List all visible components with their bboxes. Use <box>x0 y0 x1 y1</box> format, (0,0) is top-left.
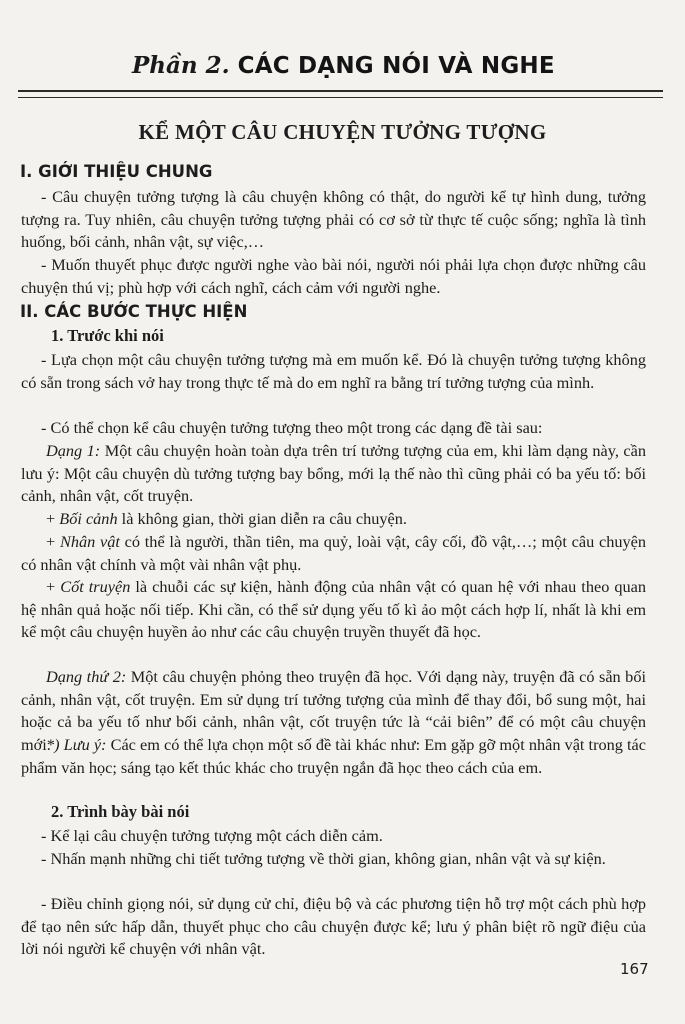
boi-canh-label: Bối cảnh <box>59 509 118 528</box>
dang1-paragraph <box>21 440 646 508</box>
nhan-vat-label: Nhân vật <box>59 532 120 551</box>
note-paragraph <box>21 734 646 779</box>
step1-paragraph-2: - Có thể chọn kể câu chuyện tưởng tượng theo một trong các dạng đề tài sau: <box>41 418 543 437</box>
boi-canh-text: là không gian, thời gian diễn ra câu chuyện. <box>117 509 407 528</box>
section-heading-intro: I. GIỚI THIỆU CHUNG <box>20 162 213 181</box>
section-heading-steps: II. CÁC BƯỚC THỰC HIỆN <box>20 302 248 321</box>
step2-paragraph-1: - Kể lại câu chuyện tưởng tượng một cách diễn cảm. <box>41 826 383 845</box>
page-number: 167 <box>620 960 649 978</box>
cot-truyen-text: là chuỗi các sự kiện, hành động của nhân vật có quan hệ với nhau theo quan hệ nhân quả hoặc nối tiếp. Khi cần, có thể sử dụng yếu tố kì ảo một cách hợp lí, nhất là khi em kể một câu chuyện huyền ảo như các câu chuyện truyền thuyết đã học. <box>21 577 647 641</box>
step2-paragraph-3: - Điều chỉnh giọng nói, sử dụng cử chỉ, điệu bộ và các phương tiện hỗ trợ một cách phù hợp để tạo nên sức hấp dẫn, thuyết phục cho câu chuyện được kể; lưu ý phân biệt rõ ngữ điệu của lời nói người kể chuyện với nhân vật. <box>21 894 646 958</box>
cot-truyen-paragraph: + Cốt truyện là chuỗi các sự kiện, hành động của nhân vật có quan hệ với nhau theo quan hệ nhân quả hoặc nối tiếp. Khi cần, có thể sử dụng yếu tố kì ảo một cách hợp lí, nhất là khi em kể một câu chuyện huyền ảo như các câu chuyện truyền thuyết đã học. <box>21 577 647 641</box>
part-label: Phần 2. <box>132 52 230 79</box>
step2-paragraph-2: - Nhấn mạnh những chi tiết tưởng tượng về thời gian, không gian, nhân vật và sự kiện. <box>41 849 606 868</box>
boi-canh-paragraph: + Bối cảnh là không gian, thời gian diễn ra câu chuyện. <box>46 509 407 528</box>
dang2-text: Một câu chuyện phỏng theo truyện đã học. Với dạng này, truyện đã có sẵn bối cảnh, nhân vật, cốt truyện. Em sử dụng trí tưởng tượng của mình để thay đổi, bổ sung một, hai hoặc cả ba yếu tố như bối cảnh, nhân vật, cốt truyện tức là “cải biên” để có một câu chuyện mới. <box>21 667 646 754</box>
cot-truyen-label: Cốt truyện <box>60 577 131 596</box>
nhan-vat-paragraph: + Nhân vật có thể là người, thần tiên, ma quỷ, loài vật, cây cối, đồ vật,…; một câu chuyện có nhân vật chính và một vài nhân vật phụ. <box>21 532 646 574</box>
part-title: CÁC DẠNG NÓI VÀ NGHE <box>237 53 555 79</box>
intro-paragraph-1: - Câu chuyện tưởng tượng là câu chuyện không có thật, do người kể tự hình dung, tưởng tượng ra. Tuy nhiên, câu chuyện tưởng tượng phải có cơ sở từ thực tế cuộc sống; nghĩa là tình huống, bối cảnh, nhân vật, sự việc,… <box>21 187 646 251</box>
intro-paragraph-2: - Muốn thuyết phục được người nghe vào bài nói, người nói phải lựa chọn được những câu chuyện thú vị; phù hợp với cách nghĩ, cách cảm với người nghe. <box>21 255 646 297</box>
dang1-label: Dạng 1: <box>46 441 101 460</box>
step1-paragraph-1: - Lựa chọn một câu chuyện tưởng tượng mà em muốn kể. Đó là chuyện tưởng tượng không có sẵn trong sách vở hay trong thực tế mà do em nghĩ ra bằng trí tưởng tượng của mình. <box>21 350 646 392</box>
header-rule <box>18 90 663 98</box>
dang1-text: Một câu chuyện hoàn toàn dựa trên trí tưởng tượng của em, khi làm dạng này, cần lưu ý: Một câu chuyện dù tưởng tượng bay bổng, mới lạ thế nào thì cũng phải có ba yếu tố: bối cảnh, nhân vật, cốt truyện. <box>21 441 646 505</box>
note-label: *) Lưu ý: <box>46 735 107 754</box>
story-title: KỂ MỘT CÂU CHUYỆN TƯỞNG TƯỢNG <box>138 120 547 144</box>
nhan-vat-text: có thể là người, thần tiên, ma quỷ, loài vật, cây cối, đồ vật,…; một câu chuyện có nhân vật chính và một vài nhân vật phụ. <box>21 532 646 574</box>
step2-heading: 2. Trình bày bài nói <box>51 802 190 821</box>
note-text: Các em có thể lựa chọn một số đề tài khác như: Em gặp gỡ một nhân vật trong tác phẩm văn học; sáng tạo kết thúc khác cho truyện ngắn đã học theo cách của em. <box>21 735 646 777</box>
part-header <box>132 52 555 79</box>
dang2-label: Dạng thứ 2: <box>46 667 127 686</box>
step1-heading: 1. Trước khi nói <box>51 326 164 345</box>
